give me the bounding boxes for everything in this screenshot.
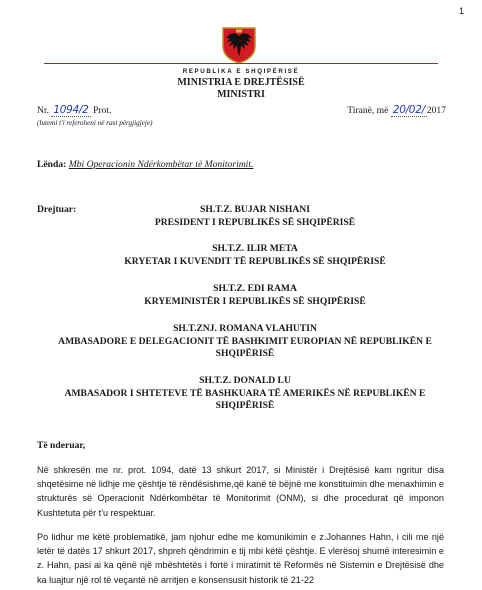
- protocol-handwritten-number: 1094/2: [53, 104, 89, 116]
- body-paragraph: Po lidhur me këtë problematikë, jam njohur edhe me komunikimin e z.Johannes Hahn, i cili me një letër të datës 17 shkurt 2017, shpreh qëndrimin e tij mbi këtë çështje. E vlerësoj shumë interesimin e z. Hahn, pasi ai ka qënë një mbështetës i fortë i miratimit të Reformës në Sistemin e Drejtësisë dhe ka luajtur një rol të veçantë në arritjen e konsensusit historik të 21-22: [37, 532, 444, 585]
- subject-text: Mbi Operacionin Ndërkombëtar të Monitorimit.: [68, 159, 254, 170]
- albania-coat-of-arms-icon: [221, 26, 257, 64]
- office-name: MINISTRI: [217, 89, 265, 100]
- recipient-name: SH.T.Z. EDI RAMA: [213, 283, 297, 294]
- recipient-block: [40, 375, 450, 413]
- recipient-name: SH.T.Z. ILIR META: [212, 243, 298, 254]
- republic-name: REPUBLIKA E SHQIPËRISË: [182, 68, 300, 75]
- recipient-block: [70, 204, 440, 229]
- document-date: [347, 104, 446, 116]
- recipient-name: SH.T.ZNJ. ROMANA VLAHUTIN: [173, 323, 317, 334]
- addressed-label: Drejtuar:: [37, 204, 77, 215]
- recipient-block: [70, 283, 440, 308]
- reference-note: (lutemi t'i referoheni në rast përgjigjeje): [37, 119, 153, 127]
- page-number: 1: [458, 6, 464, 16]
- date-handwritten: 20/02/: [392, 104, 425, 116]
- subject-line: [37, 159, 253, 170]
- protocol-prefix: Nr.: [37, 105, 49, 116]
- ministry-name: MINISTRIA E DREJTËSISË: [177, 77, 305, 88]
- recipient-title: PRESIDENT I REPUBLIKËS SË SHQIPËRISË: [154, 216, 356, 228]
- date-place: Tiranë, më: [347, 105, 389, 116]
- body-paragraph: Në shkresën me nr. prot. 1094, datë 13 shkurt 2017, si Ministër i Drejtësisë kam ngritur disa shqetësime në lidhje me çështje të rëndësishme,që kanë të bëjnë me konstituimin dhe menaxhimin e strukturës së Operacionit Ndërkombëtar të Monitorimit (ONM), si dhe procedurat që imponon Kushtetuta për t'u respektuar.: [37, 465, 444, 518]
- recipient-block: [70, 243, 440, 268]
- date-year: 2017: [426, 105, 446, 116]
- ministry-heading: [0, 77, 482, 101]
- recipient-name: SH.T.Z. BUJAR NISHANI: [200, 204, 310, 215]
- recipient-title: AMBASADOR I SHTETEVE TË BASHKUARA TË AMERIKËS NË REPUBLIKËN E SHQIPËRISË: [64, 387, 426, 411]
- protocol-suffix: Prot.: [92, 105, 112, 116]
- header-divider: [44, 63, 438, 64]
- subject-label: Lënda:: [37, 159, 67, 170]
- recipient-block: [40, 323, 450, 361]
- protocol-number: [37, 104, 111, 116]
- recipient-title: AMBASADORE E DELEGACIONIT TË BASHKIMIT EUROPIAN NË REPUBLIKËN E SHQIPËRISË: [58, 335, 432, 359]
- recipient-title: KRYETAR I KUVENDIT TË REPUBLIKËS SË SHQIPËRISË: [124, 255, 386, 267]
- recipient-title: KRYEMINISTËR I REPUBLIKËS SË SHQIPËRISË: [144, 295, 366, 307]
- salutation: Të nderuar,: [37, 440, 86, 451]
- recipient-name: SH.T.Z. DONALD LU: [199, 375, 291, 386]
